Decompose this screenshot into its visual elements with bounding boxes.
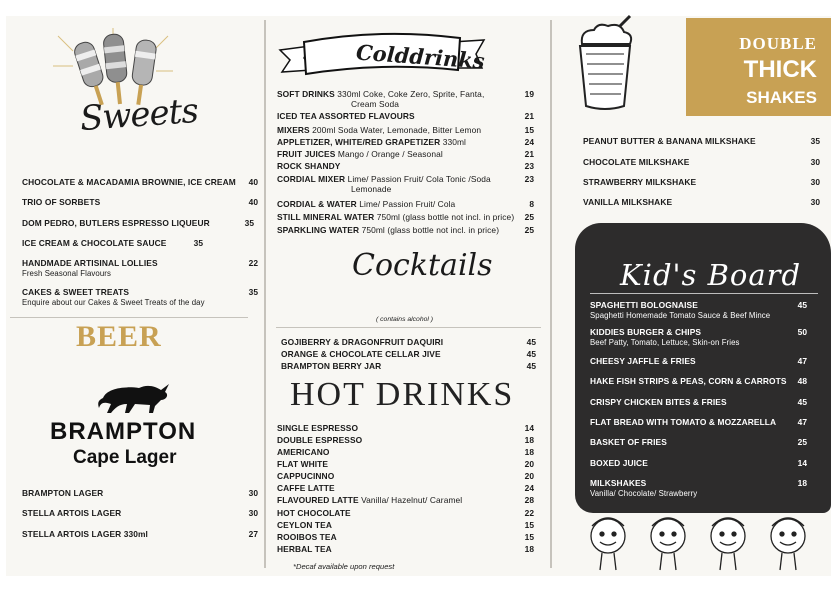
menu-item — [277, 111, 415, 121]
hot-drinks-title: HOT DRINKS — [290, 376, 515, 413]
menu-item-name: BASKET OF FRIES — [590, 437, 667, 447]
menu-item — [590, 437, 667, 447]
beer-title: BEER — [76, 320, 162, 353]
menu-item-price: 45 — [526, 349, 536, 359]
menu-item-price: 22 — [524, 508, 534, 518]
menu-item — [22, 177, 236, 187]
menu-item-price: 24 — [524, 137, 534, 147]
menu-item — [22, 508, 121, 518]
menu-item-name: AMERICANO — [277, 447, 330, 457]
menu-item — [583, 157, 689, 167]
menu-item-name: BRAMPTON LAGER — [22, 488, 104, 498]
menu-item-subtitle: Spaghetti Homemade Tomato Sauce & Beef Mince — [590, 311, 771, 320]
menu-item-price: 28 — [524, 495, 534, 505]
menu-item-name: CAFFE LATTE — [277, 483, 335, 493]
menu-item-name: STRAWBERRY MILKSHAKE — [583, 177, 697, 187]
menu-item-name: BOXED JUICE — [590, 458, 648, 468]
menu-item-price: 40 — [248, 177, 258, 187]
menu-item-name: STELLA ARTOIS LAGER — [22, 508, 122, 518]
shakes-title-line2: THICK — [743, 56, 817, 83]
menu-item-name: SPARKLING WATER — [277, 225, 360, 235]
menu-item-name: PEANUT BUTTER & BANANA MILKSHAKE — [583, 136, 756, 146]
menu-item-price: 15 — [524, 520, 534, 530]
menu-item — [22, 529, 148, 539]
menu-item-name: ICE CREAM & CHOCOLATE SAUCE — [22, 238, 167, 248]
menu-item — [590, 327, 740, 347]
brampton-brand: BRAMPTON — [50, 418, 197, 445]
column-divider-right — [550, 20, 552, 568]
milkshake-glass-icon — [572, 14, 642, 114]
menu-item — [277, 212, 514, 222]
menu-item-name: CHOCOLATE & MACADAMIA BROWNIE, ICE CREAM — [22, 177, 236, 187]
menu-item-name: ROCK SHANDY — [277, 161, 341, 171]
menu-item — [277, 125, 481, 135]
menu-item-description: Lime/ Passion Fruit/ Cola — [356, 199, 456, 209]
menu-item-name: MILKSHAKES — [590, 478, 647, 488]
menu-item-name: FLAT WHITE — [277, 459, 329, 469]
menu-item-name: TRIO OF SORBETS — [22, 197, 101, 207]
kids-title-underline — [590, 293, 818, 294]
menu-item-price: 45 — [526, 361, 536, 371]
column-divider-left — [264, 20, 266, 568]
sweets-title: Sweets — [78, 90, 200, 140]
menu-item — [590, 417, 776, 427]
shakes-title-line1: DOUBLE — [739, 34, 817, 53]
cocktails-note: ( contains alcohol ) — [376, 316, 434, 323]
menu-item-name: CORDIAL MIXER — [277, 174, 346, 184]
menu-item — [277, 435, 362, 445]
menu-item-price: 30 — [810, 197, 820, 207]
menu-item-name: CRISPY CHICKEN BITES & FRIES — [590, 397, 727, 407]
menu-item-name: VANILLA MILKSHAKE — [583, 197, 673, 207]
menu-item-price: 47 — [797, 417, 807, 427]
menu-item-name: APPLETIZER, WHITE/RED GRAPETIZER — [277, 137, 441, 147]
menu-item-price: 15 — [524, 532, 534, 542]
menu-item-price: 25 — [524, 212, 534, 222]
menu-item-subtitle: Vanilla/ Chocolate/ Strawberry — [590, 489, 698, 498]
menu-item — [277, 423, 358, 433]
menu-item-name: ROOIBOS TEA — [277, 532, 337, 542]
menu-item-subtitle: Fresh Seasonal Flavours — [22, 269, 111, 278]
menu-item-name: HANDMADE ARTISINAL LOLLIES — [22, 258, 158, 268]
menu-item — [277, 89, 484, 109]
menu-item-name: ORANGE & CHOCOLATE CELLAR JIVE — [281, 349, 441, 359]
menu-item-name: FLAT BREAD WITH TOMATO & MOZZARELLA — [590, 417, 777, 427]
menu-item — [583, 197, 672, 207]
menu-item-name: KIDDIES BURGER & CHIPS — [590, 327, 702, 337]
menu-item — [277, 508, 351, 518]
menu-item-price: 22 — [248, 258, 258, 268]
menu-item-price: 50 — [797, 327, 807, 337]
menu-item-price: 25 — [524, 225, 534, 235]
menu-item-price: 18 — [797, 478, 807, 488]
menu-item-price: 47 — [797, 356, 807, 366]
menu-item-price: 19 — [524, 89, 534, 99]
menu-item — [22, 197, 100, 207]
menu-item-price: 21 — [524, 111, 534, 121]
menu-item-price: 30 — [810, 177, 820, 187]
menu-item-price: 45 — [797, 300, 807, 310]
menu-item-description: Vanilla/ Hazelnut/ Caramel — [358, 495, 463, 505]
menu-item-name: HAKE FISH STRIPS & PEAS, CORN & CARROTS — [590, 376, 787, 386]
menu-item-name: CAKES & SWEET TREATS — [22, 287, 130, 297]
menu-item-description: Mango / Orange / Seasonal — [335, 149, 443, 159]
menu-item-description: 330ml Coke, Coke Zero, Sprite, Fanta, — [334, 89, 485, 99]
menu-item — [590, 458, 648, 468]
menu-item-price: 45 — [797, 397, 807, 407]
menu-item-subtitle: Beef Patty, Tomato, Lettuce, Skin-on Fries — [590, 338, 740, 347]
menu-item-description: 330ml — [440, 137, 467, 147]
menu-item-name: GOJIBERRY & DRAGONFRUIT DAQUIRI — [281, 337, 444, 347]
menu-item — [583, 136, 756, 146]
menu-item-price: 18 — [524, 435, 534, 445]
menu-item-price: 48 — [797, 376, 807, 386]
menu-item-name: ICED TEA ASSORTED FLAVOURS — [277, 111, 415, 121]
menu-item-price: 23 — [524, 161, 534, 171]
menu-item — [281, 349, 441, 359]
menu-item-price: 20 — [524, 471, 534, 481]
menu-item-price: 45 — [526, 337, 536, 347]
menu-item — [277, 161, 340, 171]
cocktails-title: Cocktails — [352, 248, 493, 283]
menu-item — [281, 337, 443, 347]
menu-item-name: CHEESY JAFFLE & FRIES — [590, 356, 696, 366]
menu-item-name: FLAVOURED LATTE — [277, 495, 359, 505]
menu-item-name: HERBAL TEA — [277, 544, 332, 554]
menu-item-name: MIXERS — [277, 125, 310, 135]
menu-item — [277, 544, 332, 554]
menu-item-price: 35 — [248, 287, 258, 297]
menu-item-price: 27 — [248, 529, 258, 539]
menu-item — [590, 478, 697, 498]
menu-item-name: SPAGHETTI BOLOGNAISE — [590, 300, 698, 310]
menu-item — [277, 225, 499, 235]
menu-item-price: 30 — [248, 488, 258, 498]
menu-item-description: 750ml (glass bottle not incl. in price) — [359, 225, 500, 235]
menu-item-description-cont: Cream Soda — [351, 99, 400, 109]
menu-item-name: SINGLE ESPRESSO — [277, 423, 359, 433]
menu-item-subtitle: Enquire about our Cakes & Sweet Treats of the day — [22, 298, 205, 307]
menu-item — [590, 376, 787, 386]
menu-item — [583, 177, 696, 187]
menu-item-price: 14 — [524, 423, 534, 433]
decaf-footnote: *Decaf available upon request — [293, 562, 395, 571]
menu-item-name: HOT CHOCOLATE — [277, 508, 351, 518]
menu-item — [277, 483, 335, 493]
menu-item — [590, 356, 696, 366]
menu-item — [277, 199, 455, 209]
menu-item — [22, 218, 210, 228]
menu-item — [277, 137, 466, 147]
menu-item-name: CORDIAL & WATER — [277, 199, 357, 209]
menu-item — [22, 238, 166, 248]
menu-item — [277, 520, 332, 530]
section-divider — [10, 317, 248, 318]
menu-item — [590, 300, 770, 320]
menu-item — [277, 495, 462, 505]
menu-item-price: 24 — [524, 483, 534, 493]
menu-item-description: 200ml Soda Water, Lemonade, Bitter Lemon — [309, 125, 482, 135]
kids-faces-illustration — [582, 508, 822, 576]
shakes-title-line3: SHAKES — [746, 88, 817, 107]
menu-item — [22, 488, 103, 498]
menu-item-price: 21 — [524, 149, 534, 159]
menu-item-price: 14 — [797, 458, 807, 468]
menu-item-price: 40 — [248, 197, 258, 207]
menu-item-price: 25 — [797, 437, 807, 447]
kids-board-title: Kid's Board — [620, 258, 802, 292]
menu-item — [281, 361, 381, 371]
menu-item-price: 18 — [524, 544, 534, 554]
menu-item-name: DOM PEDRO, BUTLERS ESPRESSO LIQUEUR — [22, 218, 210, 228]
menu-item-price: 35 — [193, 238, 203, 248]
menu-item-name: FRUIT JUICES — [277, 149, 336, 159]
menu-item — [277, 471, 334, 481]
menu-item — [22, 258, 158, 278]
menu-item — [22, 287, 205, 307]
menu-item — [277, 459, 328, 469]
colddrinks-title: Colddrinks — [355, 39, 486, 74]
menu-item-price: 23 — [524, 174, 534, 184]
double-thick-shakes-box — [686, 18, 831, 116]
menu-item-name: BRAMPTON BERRY JAR — [281, 361, 382, 371]
menu-item-name: CAPPUCINNO — [277, 471, 335, 481]
section-divider — [276, 327, 541, 328]
menu-item-price: 30 — [810, 157, 820, 167]
cape-lager-brand: Cape Lager — [73, 447, 177, 468]
menu-item-name: SOFT DRINKS — [277, 89, 335, 99]
menu-item-description: Lime/ Passion Fruit/ Cola Tonic /Soda — [345, 174, 491, 184]
menu-item-price: 18 — [524, 447, 534, 457]
menu-item-price: 35 — [244, 218, 254, 228]
menu-item — [277, 532, 337, 542]
menu-item-price: 20 — [524, 459, 534, 469]
menu-item-price: 15 — [524, 125, 534, 135]
menu-item — [277, 447, 330, 457]
menu-item-name: CHOCOLATE MILKSHAKE — [583, 157, 690, 167]
bull-logo-icon — [95, 378, 175, 414]
menu-item — [277, 174, 491, 194]
menu-item-price: 8 — [529, 199, 534, 209]
menu-item — [277, 149, 443, 159]
menu-item-description-cont: Lemonade — [351, 184, 392, 194]
menu-item-name: STILL MINERAL WATER — [277, 212, 375, 222]
menu-item-name: CEYLON TEA — [277, 520, 332, 530]
menu-item-description: 750ml (glass bottle not incl. in price) — [374, 212, 515, 222]
menu-item-name: DOUBLE ESPRESSO — [277, 435, 363, 445]
menu-item-name: STELLA ARTOIS LAGER 330ml — [22, 529, 148, 539]
menu-item — [590, 397, 727, 407]
menu-item-price: 35 — [810, 136, 820, 146]
menu-item-price: 30 — [248, 508, 258, 518]
